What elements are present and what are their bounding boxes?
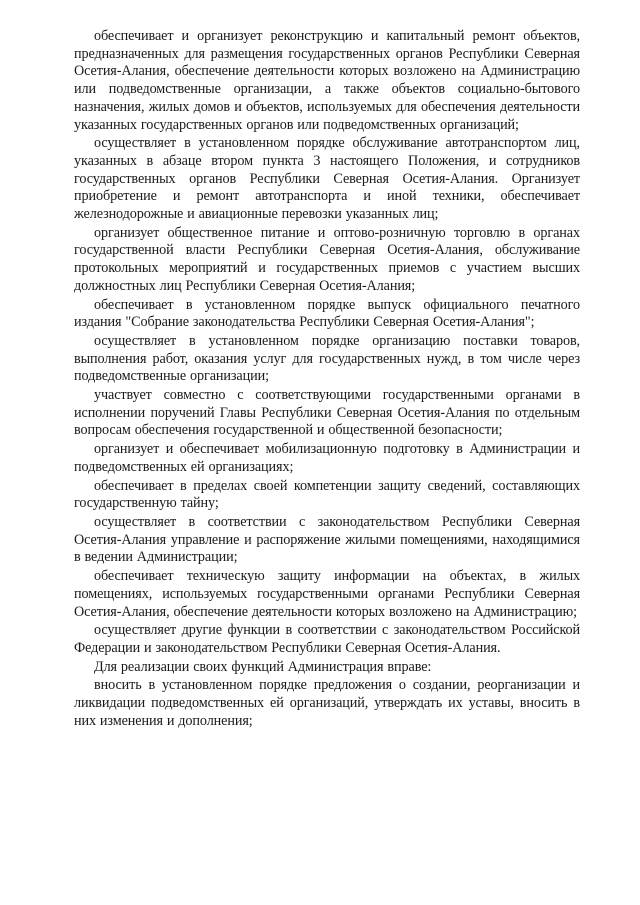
paragraph-mobilization: организует и обеспечивает мобилизационную подготовку в Администрации и подведомственных ей организациях; — [74, 441, 580, 475]
paragraph-other-functions: осуществляет другие функции в соответствии с законодательством Российской Федерации и законодательством Республики Северная Осетия-Алания. — [74, 622, 580, 656]
paragraph-reconstruction: обеспечивает и организует реконструкцию и капитальный ремонт объектов, предназначенных для размещения государственных органов Республики Северная Осетия-Алания, обеспечение деятельности которых возложено на Администрацию или подведомственные организации, а также объектов социально-бытового назначения, жилых домов и объектов, используемых для обеспечения деятельности указанных государственных органов или подведомственных организаций; — [74, 28, 580, 133]
paragraph-organizations: вносить в установленном порядке предложения о создании, реорганизации и ликвидации подведомственных ей организаций, утверждать их уставы, вносить в них изменения и дополнения; — [74, 677, 580, 729]
paragraph-rights-intro: Для реализации своих функций Администрация вправе: — [94, 658, 432, 675]
paragraph-security: участвует совместно с соответствующими государственными органами в исполнении поручений Главы Республики Северная Осетия-Алания по отдельным вопросам обеспечения государственной и общественной безопасности; — [74, 387, 580, 439]
paragraph-publication: обеспечивает в установленном порядке выпуск официального печатного издания "Собрание законодательства Республики Северная Осетия-Алания"; — [74, 296, 580, 331]
paragraph-state-secret: обеспечивает в пределах своей компетенции защиту сведений, составляющих государственную тайну; — [74, 477, 580, 512]
paragraph-housing: осуществляет в соответствии с законодательством Республики Северная Осетия-Алания управление и распоряжение жилыми помещениями, находящимися в ведении Администрации; — [74, 513, 580, 566]
paragraph-catering: организует общественное питание и оптово-розничную торговлю в органах государственной власти Республики Северная Осетия-Алания, обслуживание протокольных мероприятий и государственных приемов с участием высших должностных лиц Республики Северная Осетия-Алания; — [74, 224, 580, 294]
paragraph-procurement: осуществляет в установленном порядке организацию поставки товаров, выполнения работ, оказания услуг для государственных нужд, в том числе через подведомственные организации; — [74, 332, 580, 385]
paragraph-transport: осуществляет в установленном порядке обслуживание автотранспортом лиц, указанных в абзаце втором пункта 3 настоящего Положения, и сотрудников государственных органов Республики Северная Осетия-Алания. Организует приобретение и ремонт автотранспорта и иной техники, обеспечивает железнодорожные и авиационные перевозки указанных лиц; — [74, 135, 580, 223]
paragraph-info-protection: обеспечивает техническую защиту информации на объектах, в жилых помещениях, используемых государственными органами Республики Северная Осетия-Алания, обеспечение деятельности которых возложено на Администрацию; — [74, 568, 580, 620]
